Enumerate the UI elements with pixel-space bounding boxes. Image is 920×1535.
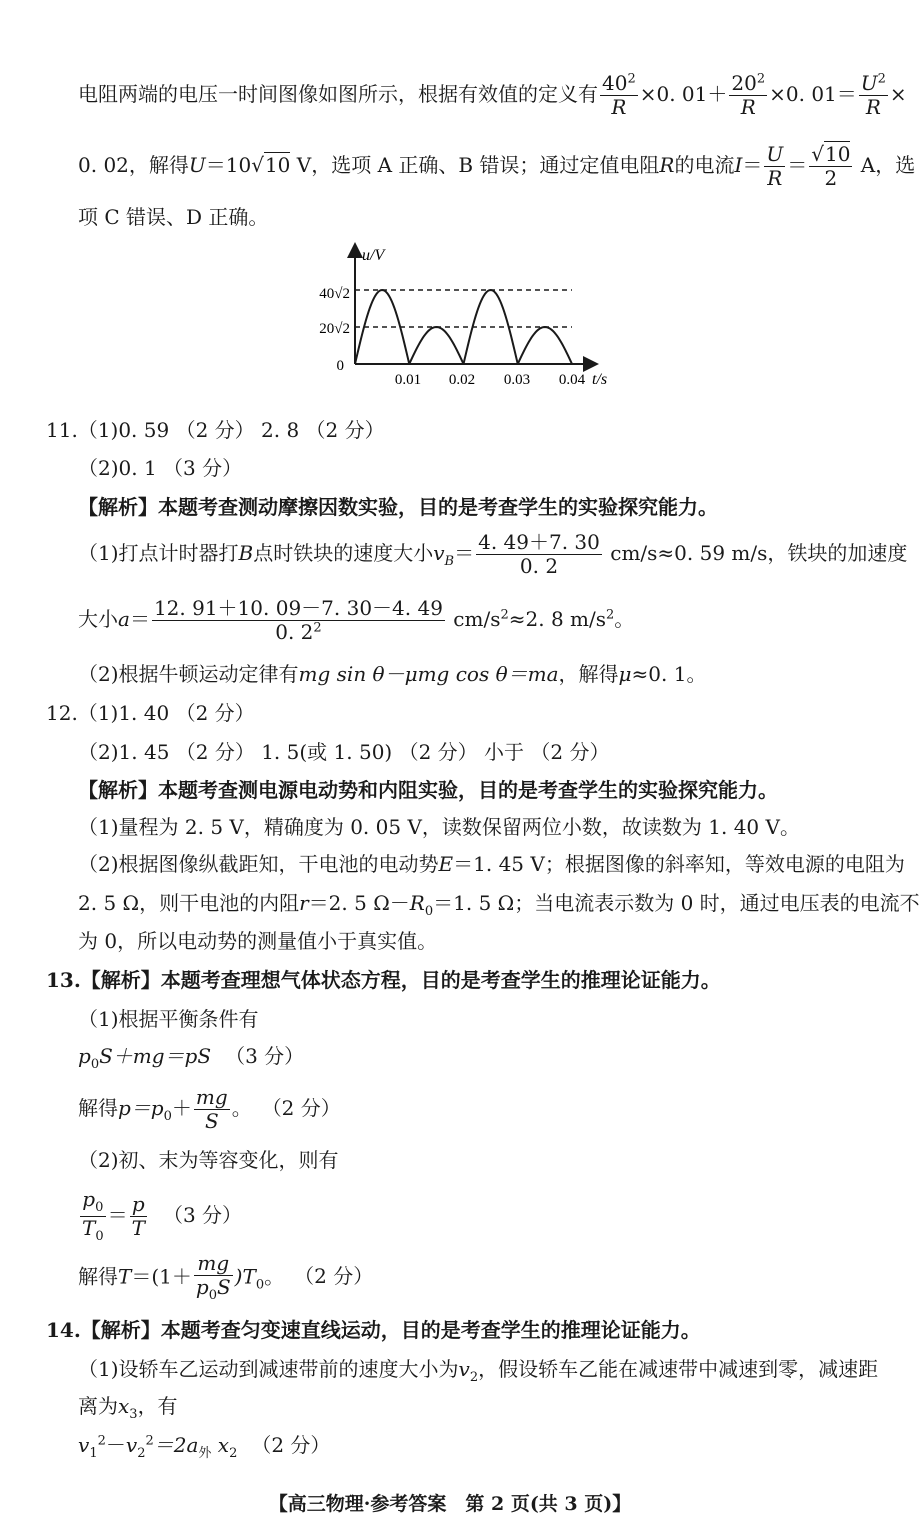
- q12-answer-1: 12.（1)1. 40 （2 分）: [46, 701, 255, 725]
- page-footer: 【高三物理·参考答案 第 2 页(共 3 页)】: [268, 1493, 632, 1515]
- q11-jiexi: 【解析】本题考查测动摩擦因数实验，目的是考查学生的实验探究能力。: [78, 495, 718, 519]
- q12-jiexi: 【解析】本题考查测电源电动势和内阻实验，目的是考查学生的实验探究能力。: [78, 778, 778, 802]
- q13-para-2: （2)初、末为等容变化，则有: [78, 1148, 339, 1172]
- q11-answer-2: （2)0. 1 （3 分）: [78, 456, 243, 480]
- fraction-p0-over-t0: $\frac{p_0}{T_0}$: [82, 1187, 104, 1244]
- q12-para-1: （1)量程为 2. 5 V，精确度为 0. 05 V，读数保留两位小数，故读数为 1. 40 V。: [78, 815, 800, 839]
- q12-para-4: 为 0，所以电动势的测量值小于真实值。: [78, 929, 438, 953]
- q10-line-1: 电阻两端的电压一时间图像如图所示，根据有效值的定义有 $\frac{40^2}{R}$ ×0. 01＋ $\frac{20^2}{R}$ ×0. 01＝ $\frac{U^2}{R}$ ×: [78, 71, 907, 119]
- fraction-vb: $\frac{4. 49+7. 30}{0. 2}$: [478, 530, 600, 578]
- fraction-u-over-r: $\frac{U}{R}$: [766, 142, 784, 190]
- x-axis-label: t/s: [592, 371, 608, 388]
- q11-para-2: 大小a＝ $\frac{12. 91+10. 09-7. 30-4. 49}{0. 2^2}$ $cm/s^2\approx 2$. 8 $m/s^2$。: [78, 596, 635, 644]
- fraction-p-over-t: $\frac{p}{T}$: [131, 1191, 145, 1240]
- y-tick-0: 0: [336, 358, 344, 374]
- q13-eq-2: 解得$p=p_0+$ $\frac{mg}{S}$ 。 （2 分）: [78, 1085, 341, 1133]
- voltage-arc-2: [409, 327, 463, 364]
- q13-eq-3: $\frac{p_0}{T_0}$ ＝ $\frac{p}{T}$ （3 分）: [82, 1187, 243, 1244]
- q14-eq-1: $v_1^2-v_2^2=2a_外$ $x_2$ （2 分）: [78, 1433, 331, 1461]
- fraction-sqrt10-over-2: $\frac{√10}{2}$: [811, 142, 851, 190]
- fraction-mg-over-p0s: $\frac{mg}{p_0S}$: [195, 1251, 231, 1303]
- x-tick-2: 0.02: [448, 372, 476, 388]
- q14-para-2: 离为$x_3$，有: [78, 1394, 178, 1422]
- voltage-arc-4: [518, 327, 572, 364]
- fraction-40sq-over-r: $\frac{40^2}{R}$: [602, 71, 636, 119]
- voltage-time-chart: [290, 238, 630, 408]
- q10-line-3: 项 C 错误、D 正确。: [78, 205, 269, 229]
- y-axis-label: u/V: [362, 247, 385, 264]
- q13-para-1: （1)根据平衡条件有: [78, 1007, 259, 1031]
- y-tick-20: 20√2: [319, 321, 350, 337]
- x-tick-1: 0.01: [394, 372, 422, 388]
- q12-para-3: 2. 5 Ω，则干电池的内阻r＝2. 5 $\Omega-R_0=1$. 5 Ω；当电流表示数为 0 时，通过电压表的电流不: [78, 891, 920, 919]
- q11-para-1: （1)打点计时器打B点时铁块的速度大小$v_B=$ $\frac{4. 49+7. 30}{0. 2}$ cm/s≈0. 59 m/s，铁块的加速度: [78, 530, 908, 578]
- q13-heading: 13.【解析】本题考查理想气体状态方程，目的是考查学生的推理论证能力。: [46, 968, 721, 992]
- q11-answer-1: 11.（1)0. 59 （2 分） 2. 8 （2 分）: [46, 418, 385, 442]
- x-tick-4: 0.04: [558, 372, 586, 388]
- q12-para-2: （2)根据图像纵截距知，干电池的电动势E＝1. 45 V；根据图像的斜率知，等效电源的电阻为: [78, 852, 905, 876]
- q10-line-2: 0. 02，解得U＝10√10 V，选项 A 正确、B 错误；通过定值电阻R的电流I＝ $\frac{U}{R}$ ＝ $\frac{√10}{2}$ A，选: [78, 142, 916, 190]
- y-tick-40: 40√2: [319, 286, 350, 302]
- fraction-usq-over-r: $\frac{U^2}{R}$: [860, 71, 886, 119]
- fraction-mg-over-s: $\frac{mg}{S}$: [195, 1085, 228, 1133]
- q14-para-1: （1)设轿车乙运动到减速带前的速度大小为$v_2$，假设轿车乙能在减速带中减速到零，减速距: [78, 1357, 879, 1385]
- q11-para-3: （2)根据牛顿运动定律有mg sin θ－μmg cos θ＝ma，解得μ≈0. 1。: [78, 662, 707, 686]
- q12-answer-2: （2)1. 45 （2 分） 1. 5(或 1. 50) （2 分） 小于 （2 分）: [78, 740, 610, 764]
- q13-eq-1: $p_0S+mg=pS$ （3 分）: [78, 1044, 305, 1072]
- fraction-accel: $\frac{12. 91+10. 09-7. 30-4. 49}{0. 2^2}$: [153, 596, 443, 644]
- q13-eq-4: 解得T＝(1＋ $\frac{mg}{p_0S}$ )$T_0$。 （2 分）: [78, 1251, 374, 1303]
- q14-heading: 14.【解析】本题考查匀变速直线运动，目的是考查学生的推理论证能力。: [46, 1318, 701, 1342]
- x-tick-3: 0.03: [503, 372, 531, 388]
- fraction-20sq-over-r: $\frac{20^2}{R}$: [731, 71, 766, 119]
